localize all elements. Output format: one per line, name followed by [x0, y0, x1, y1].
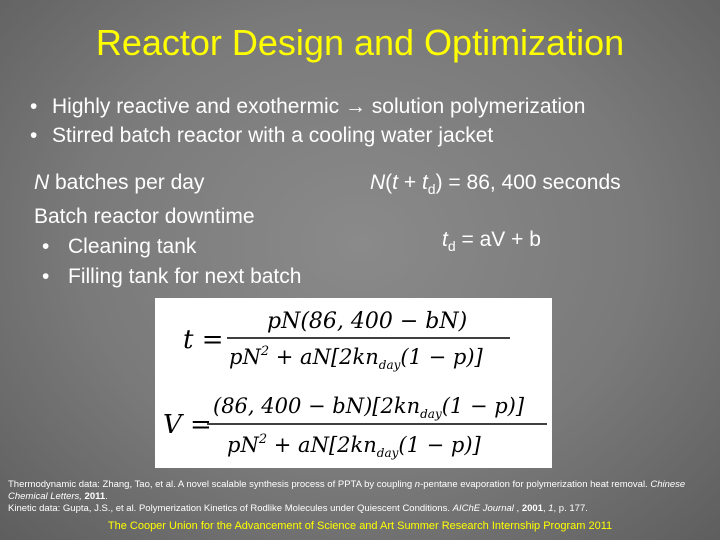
reference-kinetic: Kinetic data: Gupta, J.S., et al. Polymerization Kinetics of Rodlike Molecules under Quiescent Conditions. AIChE Journal , 2001, 1, p. 177. [8, 503, 588, 514]
downtime-equation: $t_d$ = aV + b [442, 228, 541, 255]
references [8, 479, 713, 515]
v-denominator: $pN^2 + aN[2kn_{day}(1 - p)]$ [227, 432, 481, 460]
reference-thermo: Thermodynamic data: Zhang, Tao, et al. A novel scalable synthesis process of PPTA by coupling n-pentane evaporation for polymerization heat removal. Chinese Chemical Letters, 2011. [8, 479, 686, 502]
n-variable: N [34, 171, 50, 194]
slide-title: Reactor Design and Optimization [95, 22, 625, 63]
formula-image [155, 298, 552, 468]
t-denominator: $pN^2 + aN[2kn_{day}(1 - p)]$ [229, 344, 483, 372]
bullet-item: • Stirred batch reactor with a cooling water jacket [30, 121, 585, 150]
v-numerator: (86, $400 - bN)[2kn_{day}(1 - p)]$ [213, 394, 525, 421]
t-numerator: pN(86, 400 − bN) [267, 309, 468, 334]
footer-text: The Cooper Union for the Advancement of Science and Art Summer Research Internship Program 2011 [107, 520, 613, 532]
cycle-equation: $N(t + t_d) = 86$, 400 seconds [370, 171, 621, 198]
bullet-item: • Highly reactive and exothermic → solution polymerization [30, 92, 585, 121]
batches-per-day [34, 168, 301, 198]
downtime-heading: Batch reactor downtime [34, 205, 255, 228]
v-lhs: V = [163, 410, 212, 440]
downtime-block [34, 168, 301, 292]
downtime-item: • Cleaning tank [34, 232, 301, 262]
t-lhs: t = [183, 325, 224, 355]
batches-text: batches per day [49, 171, 205, 194]
bullet-list [30, 92, 585, 150]
downtime-item: • Filling tank for next batch [34, 262, 301, 292]
